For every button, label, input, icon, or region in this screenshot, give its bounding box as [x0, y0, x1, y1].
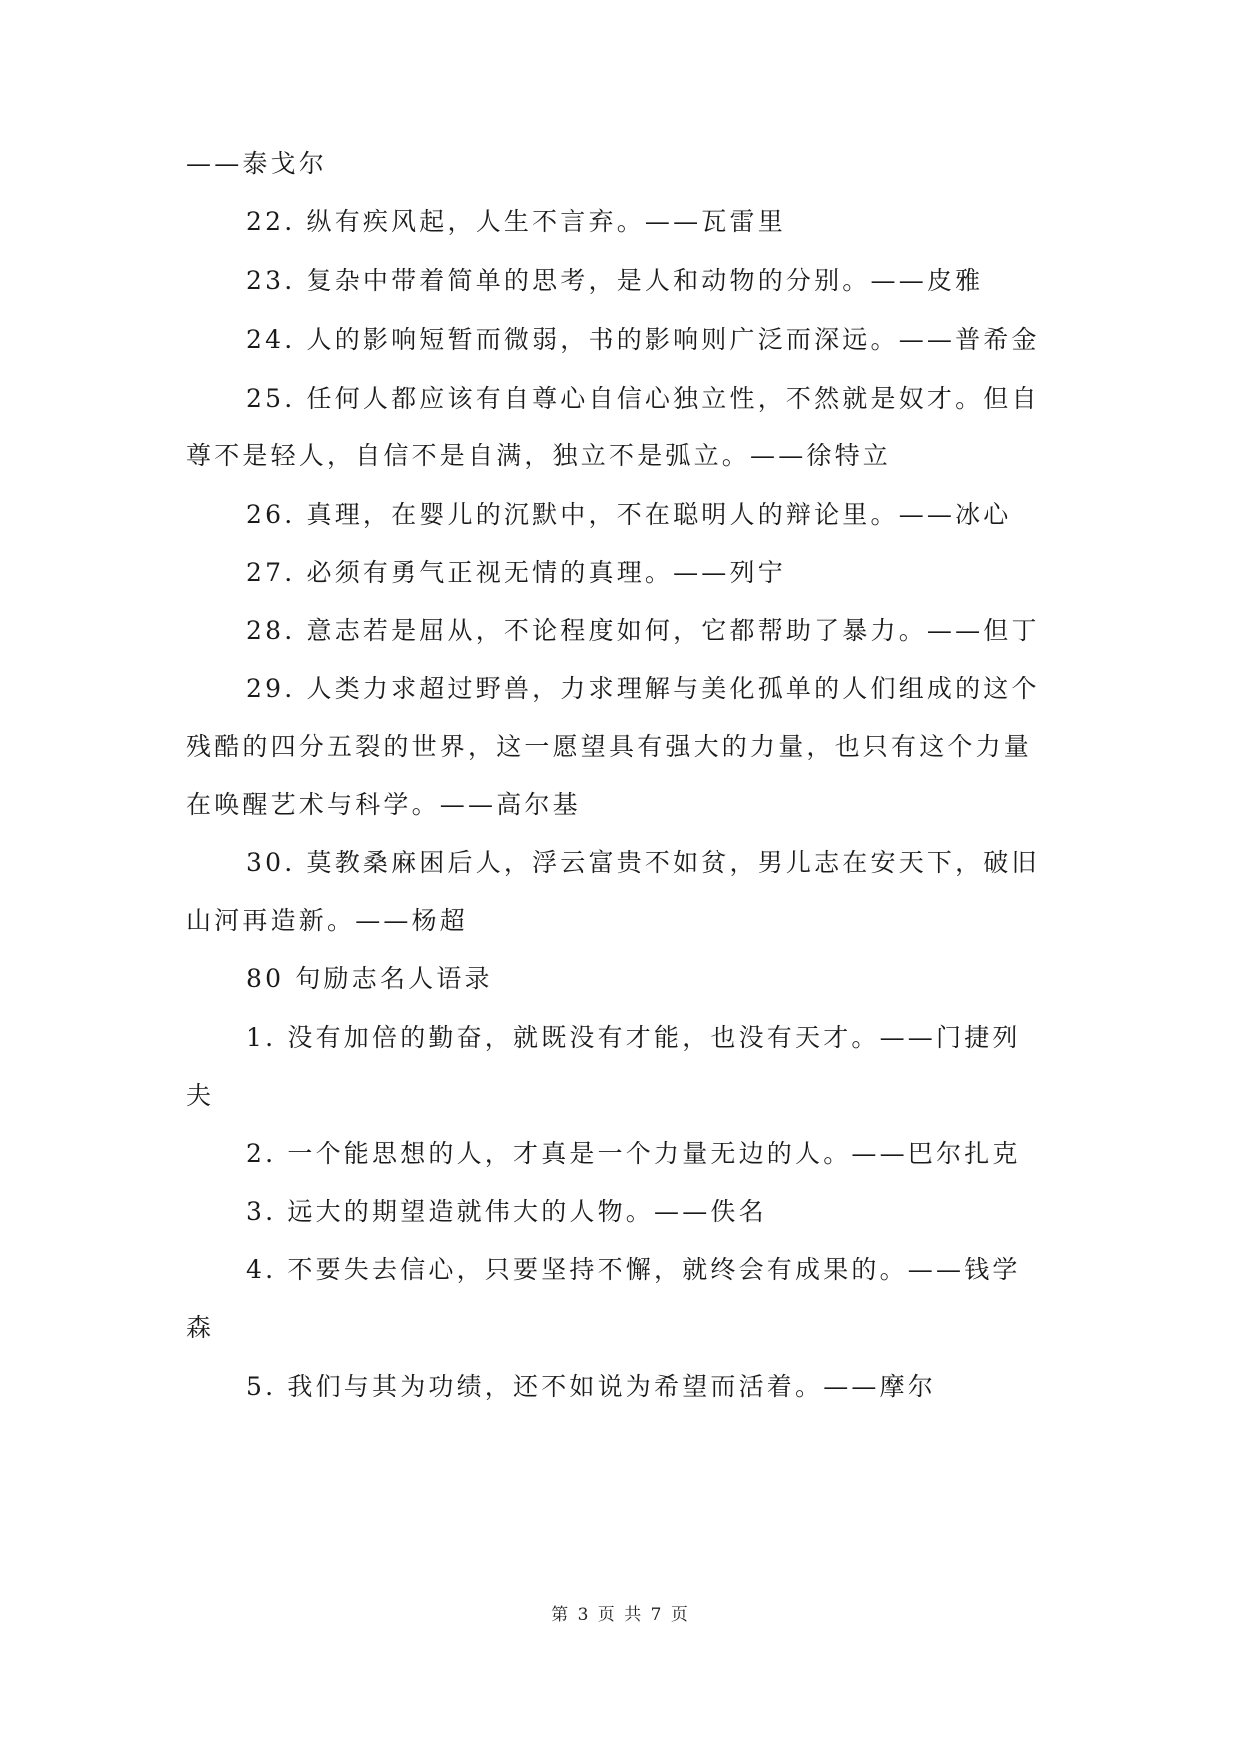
- text-line: 尊不是轻人，自信不是自满，独立不是弧立。——徐特立: [186, 441, 892, 470]
- text-line: 28. 意志若是屈从，不论程度如何，它都帮助了暴力。——但丁: [246, 616, 1040, 645]
- text-line: 在唤醒艺术与科学。——高尔基: [186, 790, 581, 819]
- text-line: 残酷的四分五裂的世界，这一愿望具有强大的力量，也只有这个力量: [186, 732, 1033, 761]
- text-line: 27. 必须有勇气正视无情的真理。——列宁: [246, 558, 786, 587]
- section-heading: 80 句励志名人语录: [246, 964, 493, 993]
- text-line: 山河再造新。——杨超: [186, 906, 469, 935]
- text-line: 森: [186, 1313, 215, 1342]
- text-line: 23. 复杂中带着简单的思考，是人和动物的分别。——皮雅: [246, 266, 984, 295]
- text-line: 22. 纵有疾风起，人生不言弃。——瓦雷里: [246, 207, 786, 236]
- text-line: 3. 远大的期望造就伟大的人物。——佚名: [246, 1197, 767, 1226]
- text-line: 夫: [186, 1081, 215, 1110]
- text-line: 4. 不要失去信心，只要坚持不懈，就终会有成果的。——钱学: [246, 1255, 1021, 1284]
- text-line: 30. 莫教桑麻困后人，浮云富贵不如贫，男儿志在安天下，破旧: [246, 848, 1040, 877]
- text-line: 1. 没有加倍的勤奋，就既没有才能，也没有天才。——门捷列: [246, 1023, 1021, 1052]
- page-footer: 第 3 页 共 7 页: [551, 1605, 690, 1625]
- text-line: 26. 真理，在婴儿的沉默中，不在聪明人的辩论里。——冰心: [246, 500, 1012, 529]
- text-line: 5. 我们与其为功绩，还不如说为希望而活着。——摩尔: [246, 1372, 937, 1401]
- text-line: 29. 人类力求超过野兽，力求理解与美化孤单的人们组成的这个: [246, 674, 1040, 703]
- text-line: ——泰戈尔: [186, 149, 328, 178]
- text-line: 25. 任何人都应该有自尊心自信心独立性，不然就是奴才。但自: [246, 384, 1040, 413]
- text-line: 24. 人的影响短暂而微弱，书的影响则广泛而深远。——普希金: [246, 325, 1040, 354]
- text-line: 2. 一个能思想的人，才真是一个力量无边的人。——巴尔扎克: [246, 1139, 1021, 1168]
